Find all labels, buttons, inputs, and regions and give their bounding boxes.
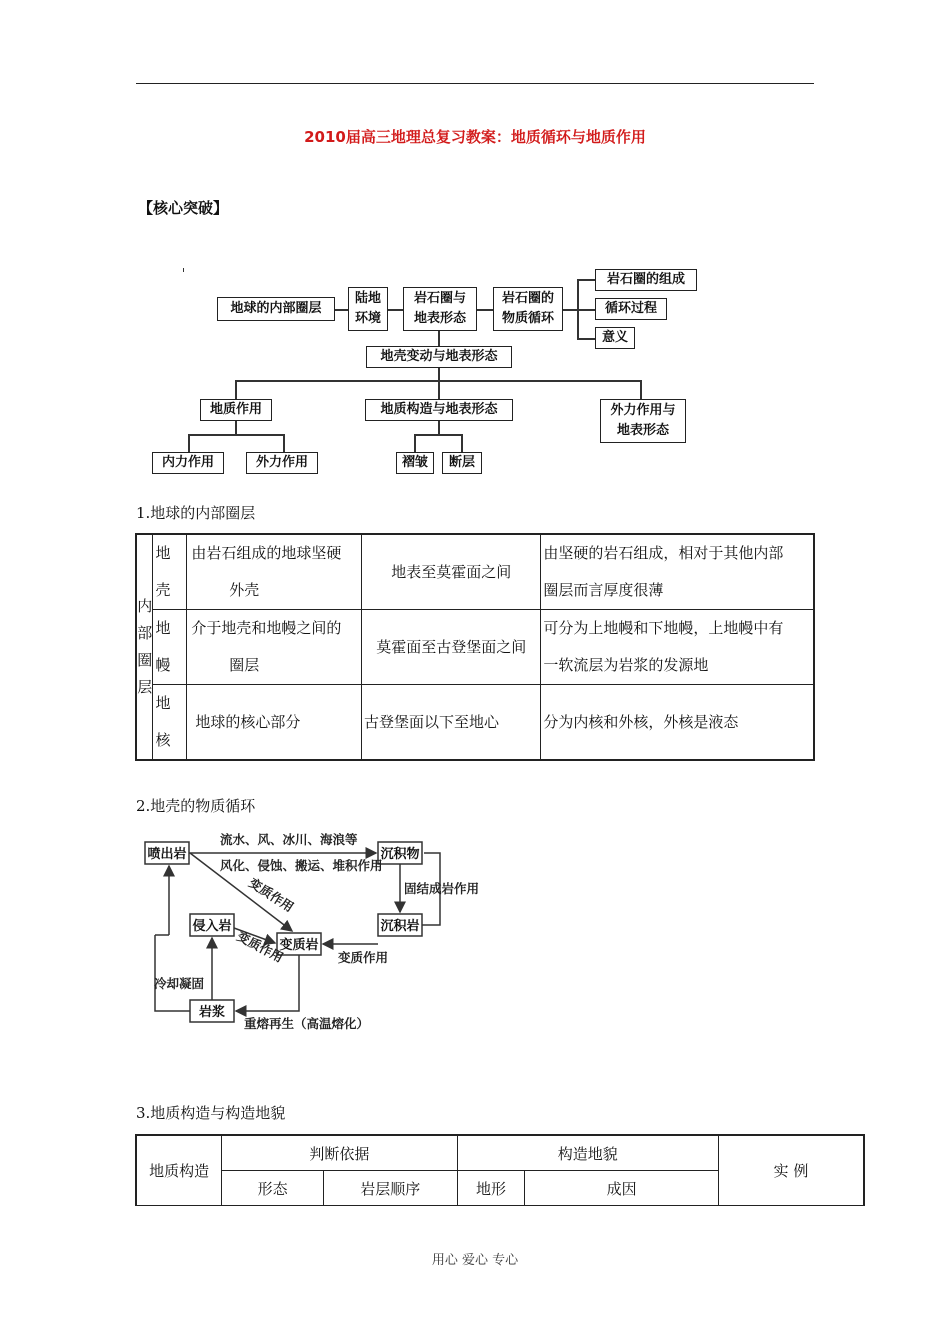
connector xyxy=(577,338,595,340)
header-landform: 构造地貌 xyxy=(457,1135,718,1171)
connector xyxy=(283,434,285,452)
label-remelt: 重熔再生（高温熔化） xyxy=(244,1016,370,1031)
connector xyxy=(335,309,348,311)
label-intrusive: 侵入岩 xyxy=(192,919,232,934)
arrow-meta-magma xyxy=(236,955,299,1011)
node-ext-form: 外力作用与 地表形态 xyxy=(600,399,686,443)
label-agents: 流水、风、冰川、海浪等 xyxy=(220,832,358,847)
header-order: 岩层顺序 xyxy=(323,1171,457,1206)
line-magma-up xyxy=(155,935,190,1011)
layer-definition: 介于地壳和地幔之间的 圈层 xyxy=(187,610,362,685)
connector xyxy=(414,434,416,452)
top-rule xyxy=(136,83,814,84)
map-tick xyxy=(183,268,184,272)
structure-table xyxy=(135,1134,865,1206)
section-heading: 【核心突破】 xyxy=(138,199,229,217)
connector xyxy=(235,421,237,434)
header-terrain: 地形 xyxy=(457,1171,525,1206)
table-row xyxy=(136,685,814,761)
connector xyxy=(438,380,440,399)
layer-feature: 分为内核和外核，外核是液态 xyxy=(541,685,814,761)
label-extrusive: 喷出岩 xyxy=(147,847,187,862)
table-row xyxy=(136,534,814,610)
header-shape: 形态 xyxy=(222,1171,324,1206)
connector xyxy=(461,434,463,452)
connector xyxy=(188,434,190,452)
node-geo-action: 地质作用 xyxy=(200,399,272,421)
connector xyxy=(438,368,440,380)
node-internal-force: 内力作用 xyxy=(152,452,224,474)
label-magma: 岩浆 xyxy=(198,1005,226,1020)
table-row xyxy=(136,1135,864,1171)
connector xyxy=(477,309,493,311)
page-footer: 用心 爱心 专心 xyxy=(431,1253,519,1268)
connector xyxy=(388,309,403,311)
node-meaning: 意义 xyxy=(595,327,635,349)
header-cause: 成因 xyxy=(525,1171,718,1206)
layer-feature: 可分为上地幔和下地幔，上地幔中有 一软流层为岩浆的发源地 xyxy=(541,610,814,685)
label-meta-1: 变质作用 xyxy=(246,874,297,915)
layer-name: 地 壳 xyxy=(153,534,187,610)
section-3-title: 3.地质构造与构造地貌 xyxy=(136,1104,286,1122)
layer-range: 古登堡面以下至地心 xyxy=(362,685,541,761)
connector xyxy=(414,434,462,436)
connector xyxy=(563,309,577,311)
section-1-title: 1.地球的内部圈层 xyxy=(136,504,256,522)
node-external-force: 外力作用 xyxy=(246,452,318,474)
node-rock-cycle: 岩石圈的 物质循环 xyxy=(493,287,563,331)
connector xyxy=(438,421,440,434)
layer-name: 地 幔 xyxy=(153,610,187,685)
connector xyxy=(188,434,284,436)
node-internal-layers: 地球的内部圈层 xyxy=(217,297,335,321)
node-fault: 断层 xyxy=(442,452,482,474)
internal-layers-table xyxy=(135,533,815,761)
label-metamorphic: 变质岩 xyxy=(279,938,319,953)
node-fold: 褶皱 xyxy=(396,452,434,474)
node-composition: 岩石圈的组成 xyxy=(595,269,697,291)
connector xyxy=(577,279,595,281)
label-meta-2: 变质作用 xyxy=(234,928,286,966)
header-example: 实 例 xyxy=(718,1135,864,1206)
node-land-env: 陆地 环境 xyxy=(348,287,388,331)
node-structure: 地质构造与地表形态 xyxy=(365,399,513,421)
label-weathering: 风化、侵蚀、搬运、堆积作用 xyxy=(220,858,383,873)
document-title: 2010届高三地理总复习教案：地质循环与地质作用 xyxy=(304,128,646,146)
label-sed-rock: 沉积岩 xyxy=(380,919,420,934)
connector xyxy=(640,380,642,399)
label-cooling: 冷却凝固 xyxy=(154,976,205,991)
section-2-title: 2.地壳的物质循环 xyxy=(136,797,256,815)
connector xyxy=(438,331,440,346)
rock-cycle-diagram xyxy=(140,825,500,1040)
layer-range: 地表至莫霍面之间 xyxy=(362,534,541,610)
node-rock-form: 岩石圈与 地表形态 xyxy=(403,287,477,331)
layer-name: 地 核 xyxy=(153,685,187,761)
connector xyxy=(577,309,595,311)
header-structure: 地质构造 xyxy=(136,1135,222,1206)
layer-feature: 由坚硬的岩石组成，相对于其他内部 圈层而言厚度很薄 xyxy=(541,534,814,610)
node-process: 循环过程 xyxy=(595,298,667,320)
layer-definition: 由岩石组成的地球坚硬 外壳 xyxy=(187,534,362,610)
node-crust-change: 地壳变动与地表形态 xyxy=(366,346,512,368)
layer-range: 莫霍面至古登堡面之间 xyxy=(362,610,541,685)
layer-definition: 地球的核心部分 xyxy=(187,685,362,761)
connector xyxy=(235,380,237,399)
label-lithify: 固结成岩作用 xyxy=(404,881,480,896)
group-cell: 内 部 圈 层 xyxy=(136,534,153,760)
table-row xyxy=(136,610,814,685)
label-sediment: 沉积物 xyxy=(380,847,420,862)
label-meta-3: 变质作用 xyxy=(338,950,389,965)
header-basis: 判断依据 xyxy=(222,1135,457,1171)
